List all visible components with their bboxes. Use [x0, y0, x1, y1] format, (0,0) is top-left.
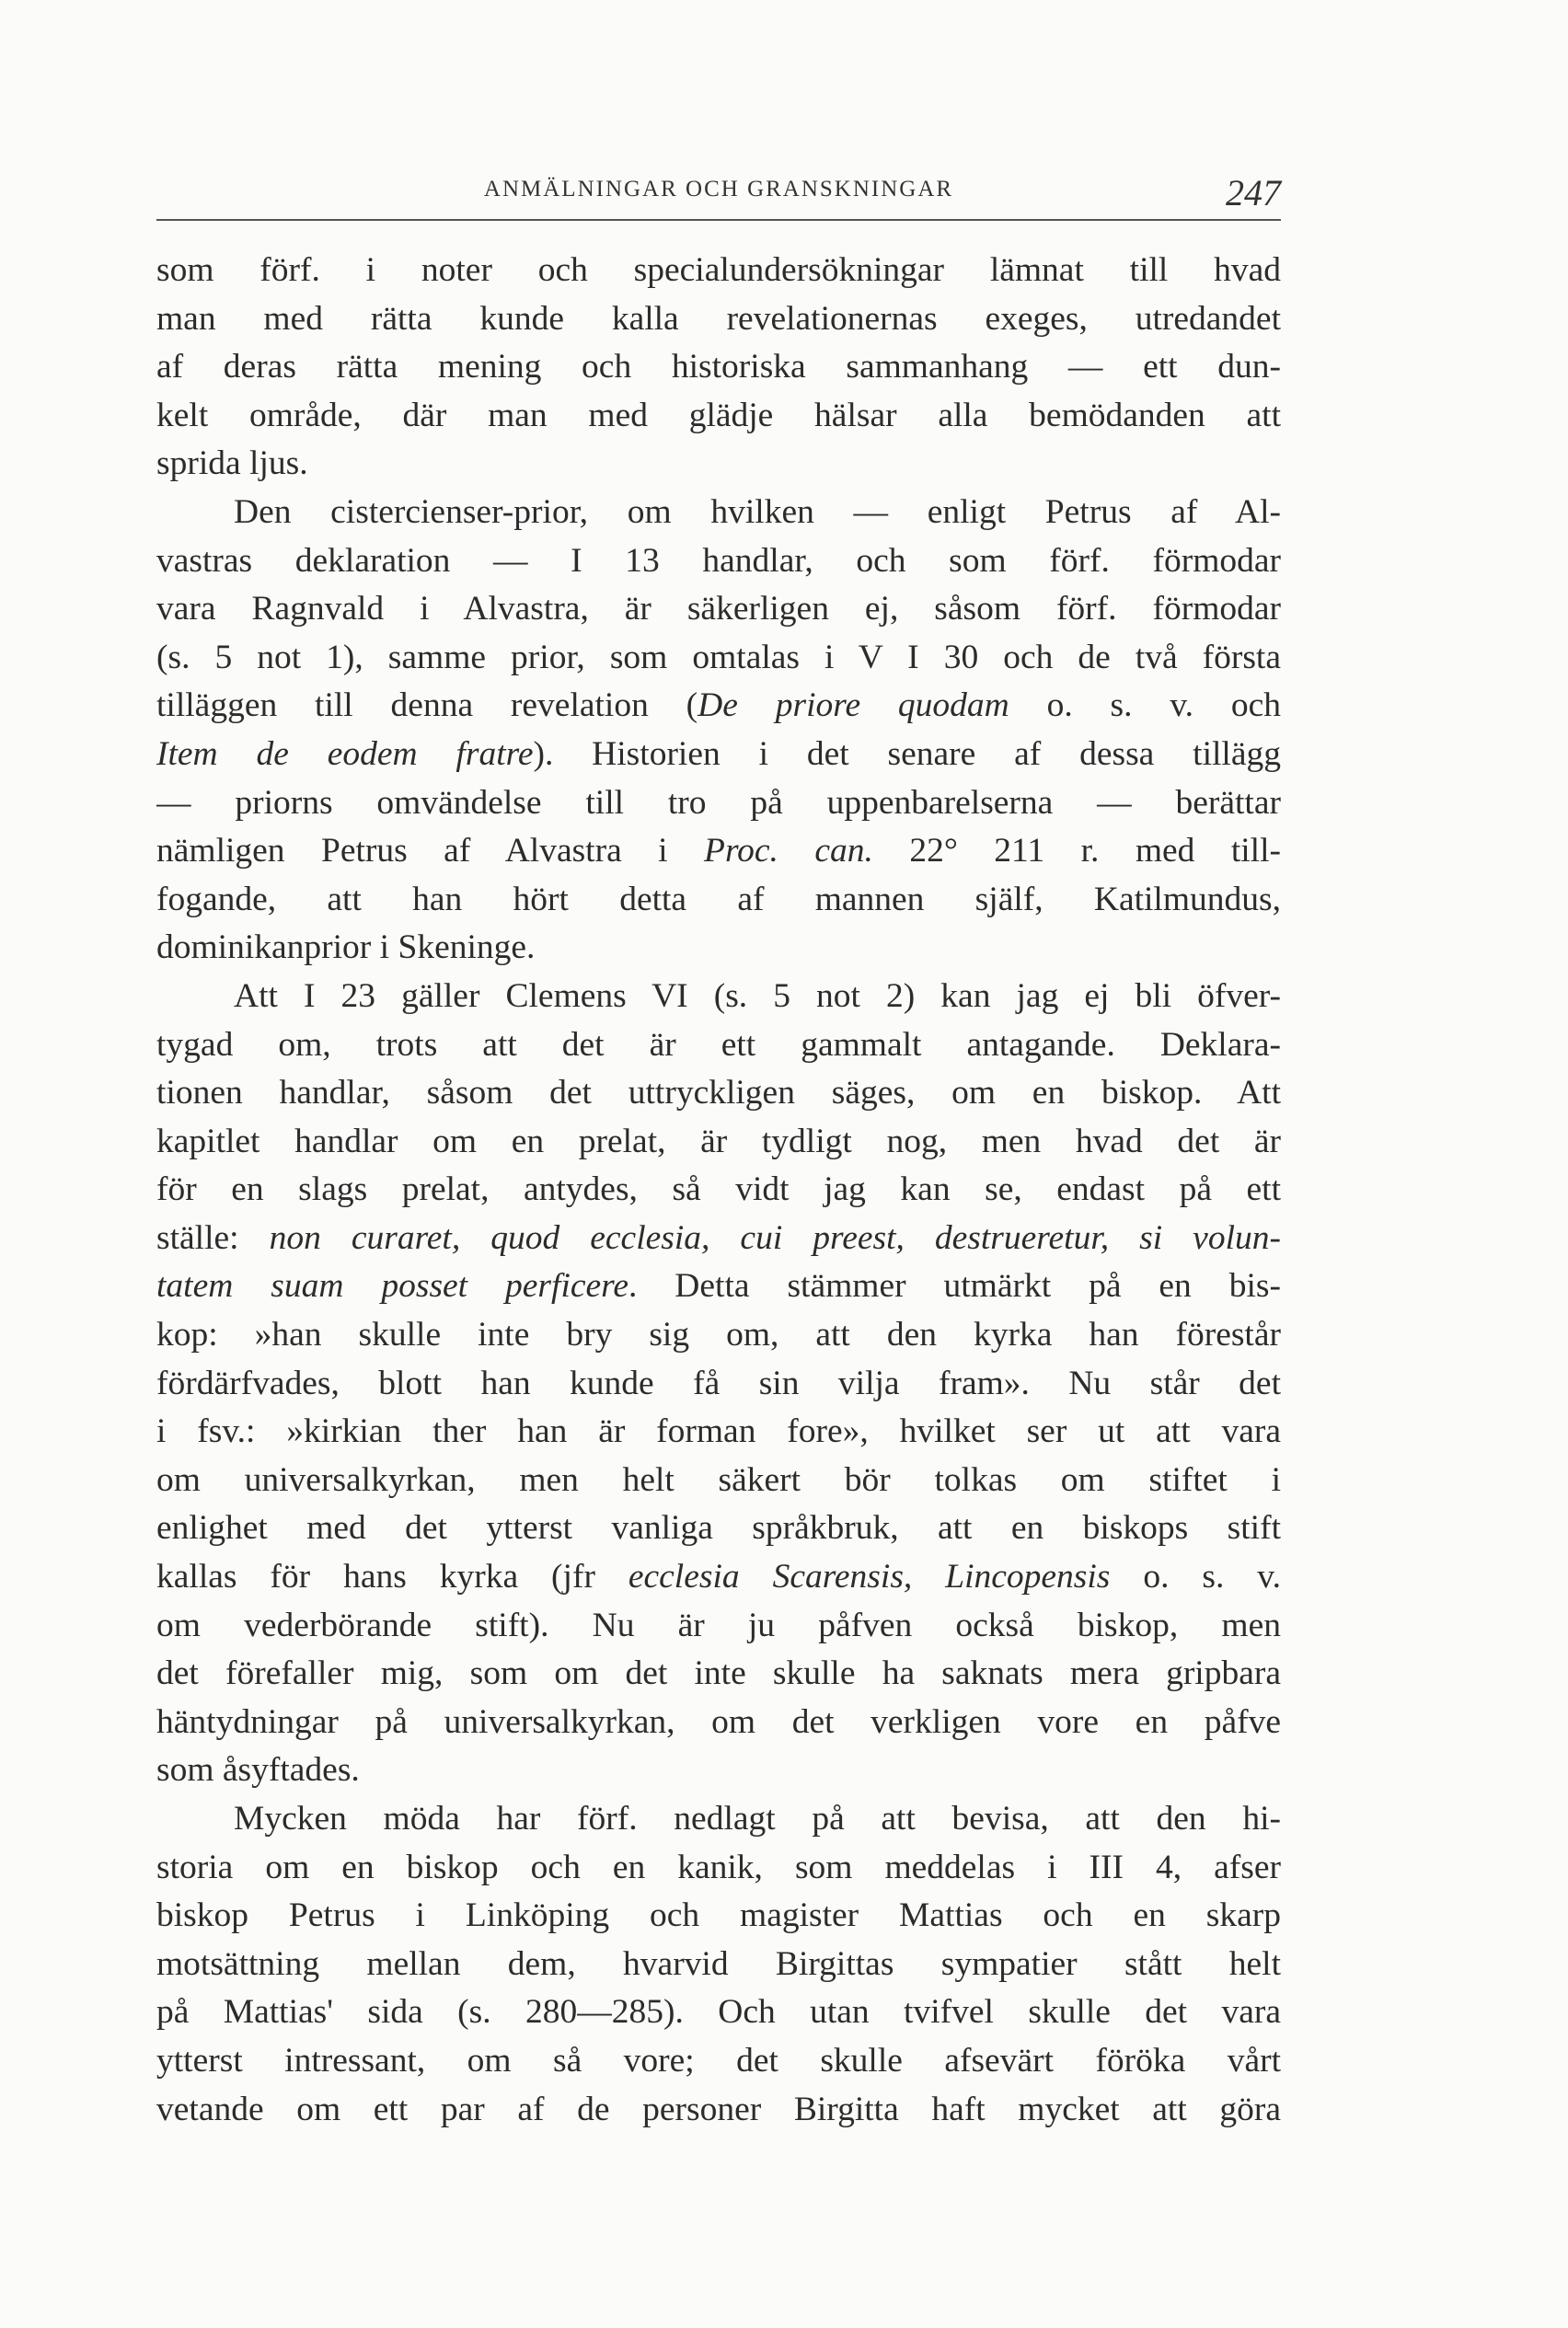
text-line — [156, 1650, 1281, 1699]
italic-text: Item de eodem fratre — [156, 734, 534, 773]
text-line — [156, 1311, 1281, 1360]
text-line — [156, 392, 1281, 441]
header-rule — [156, 219, 1281, 221]
running-title: ANMÄLNINGAR OCH GRANSKNINGAR — [483, 177, 954, 202]
text-line — [156, 1457, 1281, 1505]
text-line — [156, 1746, 1281, 1795]
text-line — [156, 1553, 1281, 1602]
text-line — [156, 731, 1281, 779]
text-line — [156, 343, 1281, 392]
text-segment: fogande, att han hört detta af mannen själf, Katilmundus, — [156, 880, 1281, 918]
text-segment: o. s. v. — [1110, 1558, 1281, 1596]
text-line — [156, 585, 1281, 634]
text-line — [156, 295, 1281, 344]
text-segment: 22° 211 r. med till- — [872, 832, 1281, 870]
text-segment: storia om en biskop och en kanik, som meddelas i III 4, afser — [156, 1848, 1281, 1886]
text-segment: o. s. v. och — [1009, 686, 1281, 725]
text-segment: man med rätta kunde kalla revelationernas exeges, utredandet — [156, 299, 1281, 338]
text-segment: enlighet med det ytterst vanliga språkbruk, att en biskops stift — [156, 1509, 1281, 1548]
text-line — [156, 1988, 1281, 2037]
text-line — [156, 634, 1281, 683]
text-line — [156, 876, 1281, 925]
text-line — [156, 1360, 1281, 1409]
body-text — [156, 247, 1281, 2134]
text-line — [156, 1408, 1281, 1457]
text-segment: som förf. i noter och specialundersökningar lämnat till hvad — [156, 251, 1281, 289]
text-segment: biskop Petrus i Linköping och magister Mattias och en skarp — [156, 1896, 1281, 1935]
text-segment: nämligen Petrus af Alvastra i — [156, 832, 705, 870]
text-line — [156, 1021, 1281, 1070]
text-line — [156, 1941, 1281, 1989]
text-segment: ytterst intressant, om så vore; det skulle afsevärt föröka vårt — [156, 2041, 1281, 2080]
text-segment: om vederbörande stift). Nu är ju påfven också biskop, men — [156, 1606, 1281, 1644]
text-segment: på Mattias' sida (s. 280—285). Och utan tvifvel skulle det vara — [156, 1993, 1281, 2032]
text-line — [156, 440, 1281, 489]
text-line — [156, 537, 1281, 586]
text-segment: kop: »han skulle inte bry sig om, att den kyrka han förestår — [156, 1316, 1281, 1354]
text-line — [156, 1262, 1281, 1311]
italic-text: non curaret, quod ecclesia, cui preest, destrueretur, si volun- — [269, 1218, 1281, 1257]
text-segment: vastras deklaration — I 13 handlar, och som förf. förmodar — [156, 541, 1281, 580]
text-line — [156, 682, 1281, 731]
text-segment: vara Ragnvald i Alvastra, är säkerligen ej, såsom förf. förmodar — [156, 590, 1281, 628]
text-segment: — priorns omvändelse till tro på uppenbarelserna — berättar — [156, 783, 1281, 822]
text-segment: sprida ljus. — [156, 444, 308, 483]
italic-text: De priore quodam — [698, 686, 1009, 725]
text-line — [156, 489, 1281, 537]
text-segment: tionen handlar, såsom det uttryckligen säges, om en biskop. Att — [156, 1074, 1281, 1112]
text-segment: Mycken möda har förf. nedlagt på att bevisa, att den hi- — [234, 1800, 1281, 1838]
text-segment: häntydningar på universalkyrkan, om det verkligen vore en påfve — [156, 1702, 1281, 1741]
text-segment: dominikanprior i Skeninge. — [156, 928, 536, 967]
text-segment: kapitlet handlar om en prelat, är tydligt nog, men hvad det är — [156, 1122, 1281, 1160]
page-number: 247 — [1226, 172, 1281, 213]
italic-text: tatem suam posset perficere — [156, 1267, 628, 1306]
italic-text: Proc. can. — [704, 832, 873, 870]
italic-text: ecclesia Scarensis, Lincopensis — [628, 1558, 1111, 1596]
text-line — [156, 1118, 1281, 1167]
text-segment: motsättning mellan dem, hvarvid Birgittas sympatier stått helt — [156, 1944, 1281, 1983]
text-line — [156, 1844, 1281, 1893]
text-line — [156, 1795, 1281, 1844]
text-segment: det förefaller mig, som om det inte skulle ha saknats mera gripbara — [156, 1654, 1281, 1693]
text-line — [156, 1504, 1281, 1553]
text-segment: tygad om, trots att det är ett gammalt antagande. Deklara- — [156, 1025, 1281, 1064]
text-segment: Att I 23 gäller Clemens VI (s. 5 not 2) kan jag ej bli öfver- — [234, 976, 1281, 1015]
text-line — [156, 1892, 1281, 1941]
text-segment: om universalkyrkan, men helt säkert bör tolkas om stiftet i — [156, 1460, 1281, 1499]
text-segment: vetande om ett par af de personer Birgitta haft mycket att göra — [156, 2090, 1281, 2128]
text-line — [156, 1602, 1281, 1651]
text-line — [156, 1699, 1281, 1747]
text-segment: ). Historien i det senare af dessa tillägg — [533, 734, 1281, 773]
text-segment: Den cistercienser-prior, om hvilken — enligt Petrus af Al- — [234, 492, 1281, 531]
text-segment: för en slags prelat, antydes, så vidt jag kan se, endast på ett — [156, 1170, 1281, 1209]
text-line — [156, 1166, 1281, 1215]
text-segment: kallas för hans kyrka (jfr — [156, 1558, 628, 1596]
text-segment: som åsyftades. — [156, 1751, 360, 1790]
text-segment: i fsv.: »kirkian ther han är forman fore», hvilket ser ut att vara — [156, 1412, 1281, 1451]
text-segment: . Detta stämmer utmärkt på en bis- — [628, 1267, 1281, 1306]
text-segment: ställe: — [156, 1218, 270, 1257]
text-line — [156, 2086, 1281, 2135]
text-line — [156, 247, 1281, 295]
text-segment: (s. 5 not 1), samme prior, som omtalas i V I 30 och de två första — [156, 638, 1281, 676]
text-segment: fördärfvades, blott han kunde få sin vilja fram». Nu står det — [156, 1364, 1281, 1402]
text-line — [156, 1069, 1281, 1118]
text-segment: tilläggen till denna revelation ( — [156, 686, 698, 725]
text-line — [156, 779, 1281, 828]
text-line — [156, 973, 1281, 1021]
running-head — [156, 173, 1281, 219]
text-line — [156, 2037, 1281, 2086]
text-line — [156, 924, 1281, 973]
text-segment: af deras rätta mening och historiska sammanhang — ett dun- — [156, 348, 1281, 386]
text-segment: kelt område, där man med glädje hälsar alla bemödanden att — [156, 396, 1281, 434]
text-line — [156, 1215, 1281, 1263]
text-line — [156, 827, 1281, 876]
